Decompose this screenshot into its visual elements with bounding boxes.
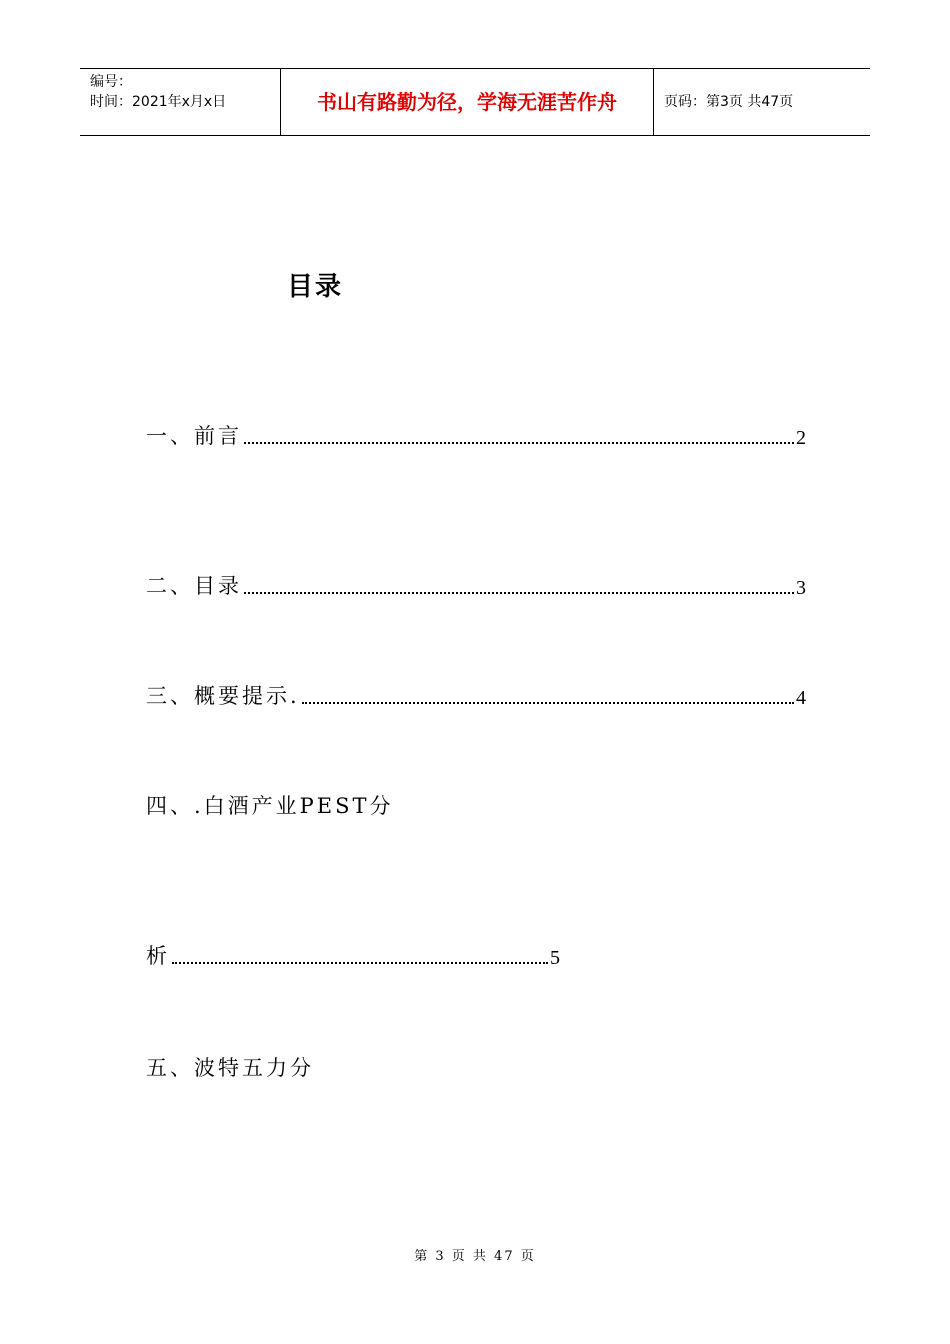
toc-entry-label: 三、概要提示.: [146, 684, 300, 708]
header-motto: 书山有路勤为径，学海无涯苦作舟: [281, 69, 654, 135]
toc-entry-contents[interactable]: [146, 570, 806, 600]
toc-entry-page: 5: [550, 947, 560, 969]
toc-entry-summary[interactable]: [146, 680, 806, 710]
toc-dot-leader: [244, 442, 794, 444]
toc-entry-pest-heading[interactable]: 四、.白酒产业PEST分: [146, 794, 394, 818]
header-meta: [80, 69, 281, 135]
toc-entry-page: 2: [796, 427, 806, 449]
toc-entry-porter[interactable]: 五、波特五力分: [146, 1056, 314, 1080]
page-header: [80, 68, 870, 136]
toc-entry-label: 二、目录: [146, 574, 242, 598]
toc-entry-page: 3: [796, 577, 806, 599]
page-title: 目录: [287, 272, 344, 302]
page-footer: 第 3 页 共 47 页: [414, 1249, 536, 1264]
toc-entry-pest-continued[interactable]: [146, 940, 560, 970]
toc-entry-label: 析: [146, 944, 170, 968]
toc-dot-leader: [244, 592, 794, 594]
toc-entry-preface[interactable]: [146, 420, 806, 450]
toc-entry-page: 4: [796, 687, 806, 709]
toc-dot-leader: [302, 702, 794, 704]
toc-entry-label: 一、前言: [146, 424, 242, 448]
toc-dot-leader: [172, 962, 548, 964]
header-time-label: 时间：2021年x月x日: [90, 94, 227, 110]
header-page-info: 页码：第3页 共47页: [664, 94, 794, 110]
header-number-label: 编号：: [90, 74, 132, 90]
